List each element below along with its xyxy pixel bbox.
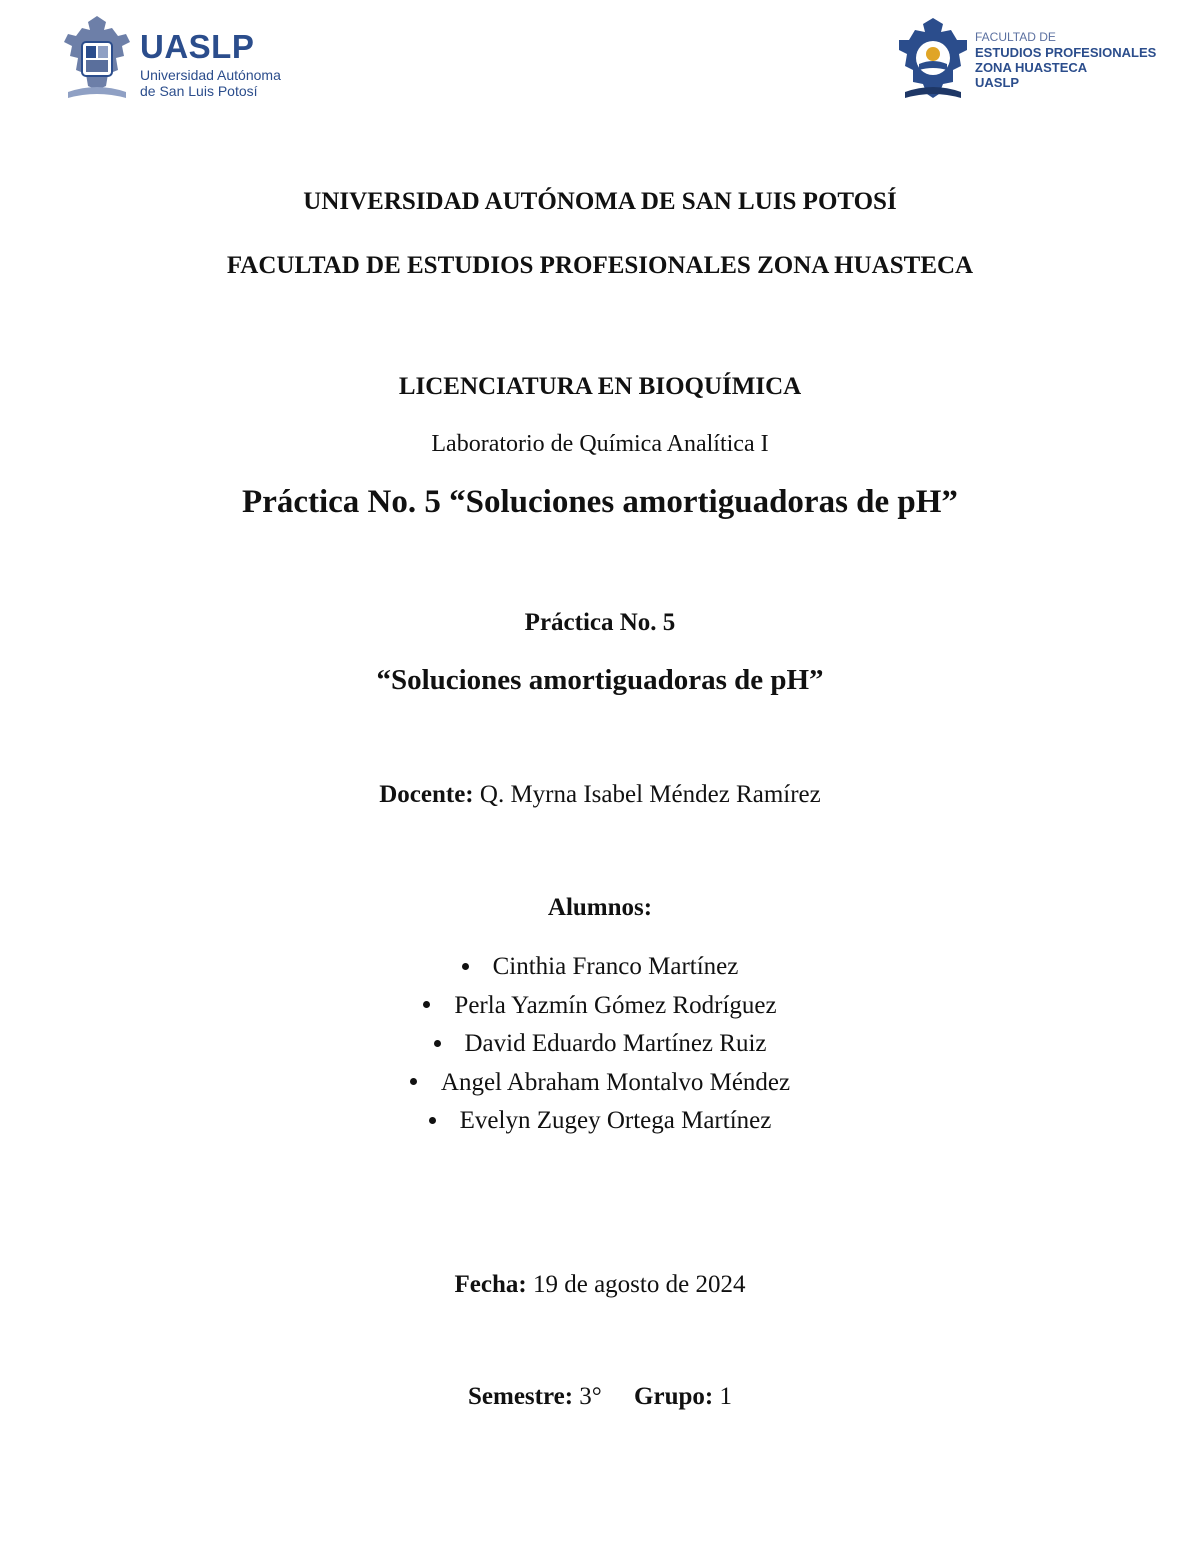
student-name: David Eduardo Martínez Ruiz [464, 1030, 767, 1057]
bullet-icon [462, 963, 469, 970]
teacher-name: Q. Myrna Isabel Méndez Ramírez [479, 781, 821, 808]
practice-number: Práctica No. 5 [524, 609, 676, 636]
date-value: 19 de agosto de 2024 [532, 1271, 746, 1298]
bullet-icon [423, 1001, 430, 1008]
uaslp-acronym: UASLP [140, 28, 255, 65]
student-name: Angel Abraham Montalvo Méndez [440, 1068, 791, 1096]
faculty-logo-line2: ESTUDIOS PROFESIONALES [975, 45, 1157, 60]
bullet-icon [434, 1040, 441, 1047]
uaslp-name-line1: Universidad Autónoma [140, 67, 281, 83]
university-name: UNIVERSIDAD AUTÓNOMA DE SAN LUIS POTOSÍ [303, 188, 897, 215]
faculty-logo-line1: FACULTAD DE [975, 30, 1056, 44]
practice-title: “Soluciones amortiguadoras de pH” [376, 664, 824, 696]
faculty-logo-text [975, 30, 1156, 90]
semester-value: 3° [579, 1383, 602, 1410]
bullet-icon [429, 1117, 436, 1124]
students-heading: Alumnos: [547, 894, 653, 921]
student-name: Perla Yazmín Gómez Rodríguez [454, 991, 777, 1019]
uaslp-logo [60, 10, 300, 102]
degree-name: LICENCIATURA EN BIOQUÍMICA [398, 373, 802, 400]
list-item [0, 1064, 1200, 1103]
teacher-label: Docente: [379, 781, 474, 808]
students-list [0, 948, 1200, 1141]
list-item [0, 948, 1200, 987]
faculty-name: FACULTAD DE ESTUDIOS PROFESIONALES ZONA HUASTECA [226, 252, 974, 279]
faculty-logo [895, 14, 1165, 104]
date-label: Fecha: [454, 1271, 527, 1298]
main-title: Práctica No. 5 “Soluciones amortiguadoras de pH” [242, 484, 958, 520]
list-item [0, 987, 1200, 1026]
uaslp-shield-icon [60, 12, 134, 102]
list-item [0, 1102, 1200, 1141]
semester-label: Semestre: [468, 1383, 574, 1410]
student-name: Evelyn Zugey Ortega Martínez [459, 1107, 772, 1134]
semester-group-line [0, 1383, 1200, 1411]
faculty-logo-line4: UASLP [975, 75, 1020, 90]
faculty-logo-line3: ZONA HUASTECA [975, 60, 1088, 75]
list-item [0, 1025, 1200, 1064]
uaslp-name-line2: de San Luis Potosí [140, 83, 258, 99]
faculty-shield-icon [895, 14, 971, 102]
bullet-icon [410, 1078, 417, 1085]
teacher-line [0, 781, 1200, 809]
uaslp-name [140, 67, 281, 99]
student-name: Cinthia Franco Martínez [492, 953, 739, 980]
group-label: Grupo: [634, 1383, 714, 1410]
date-line [0, 1271, 1200, 1299]
group-value: 1 [719, 1383, 732, 1410]
course-name: Laboratorio de Química Analítica I [431, 431, 769, 457]
